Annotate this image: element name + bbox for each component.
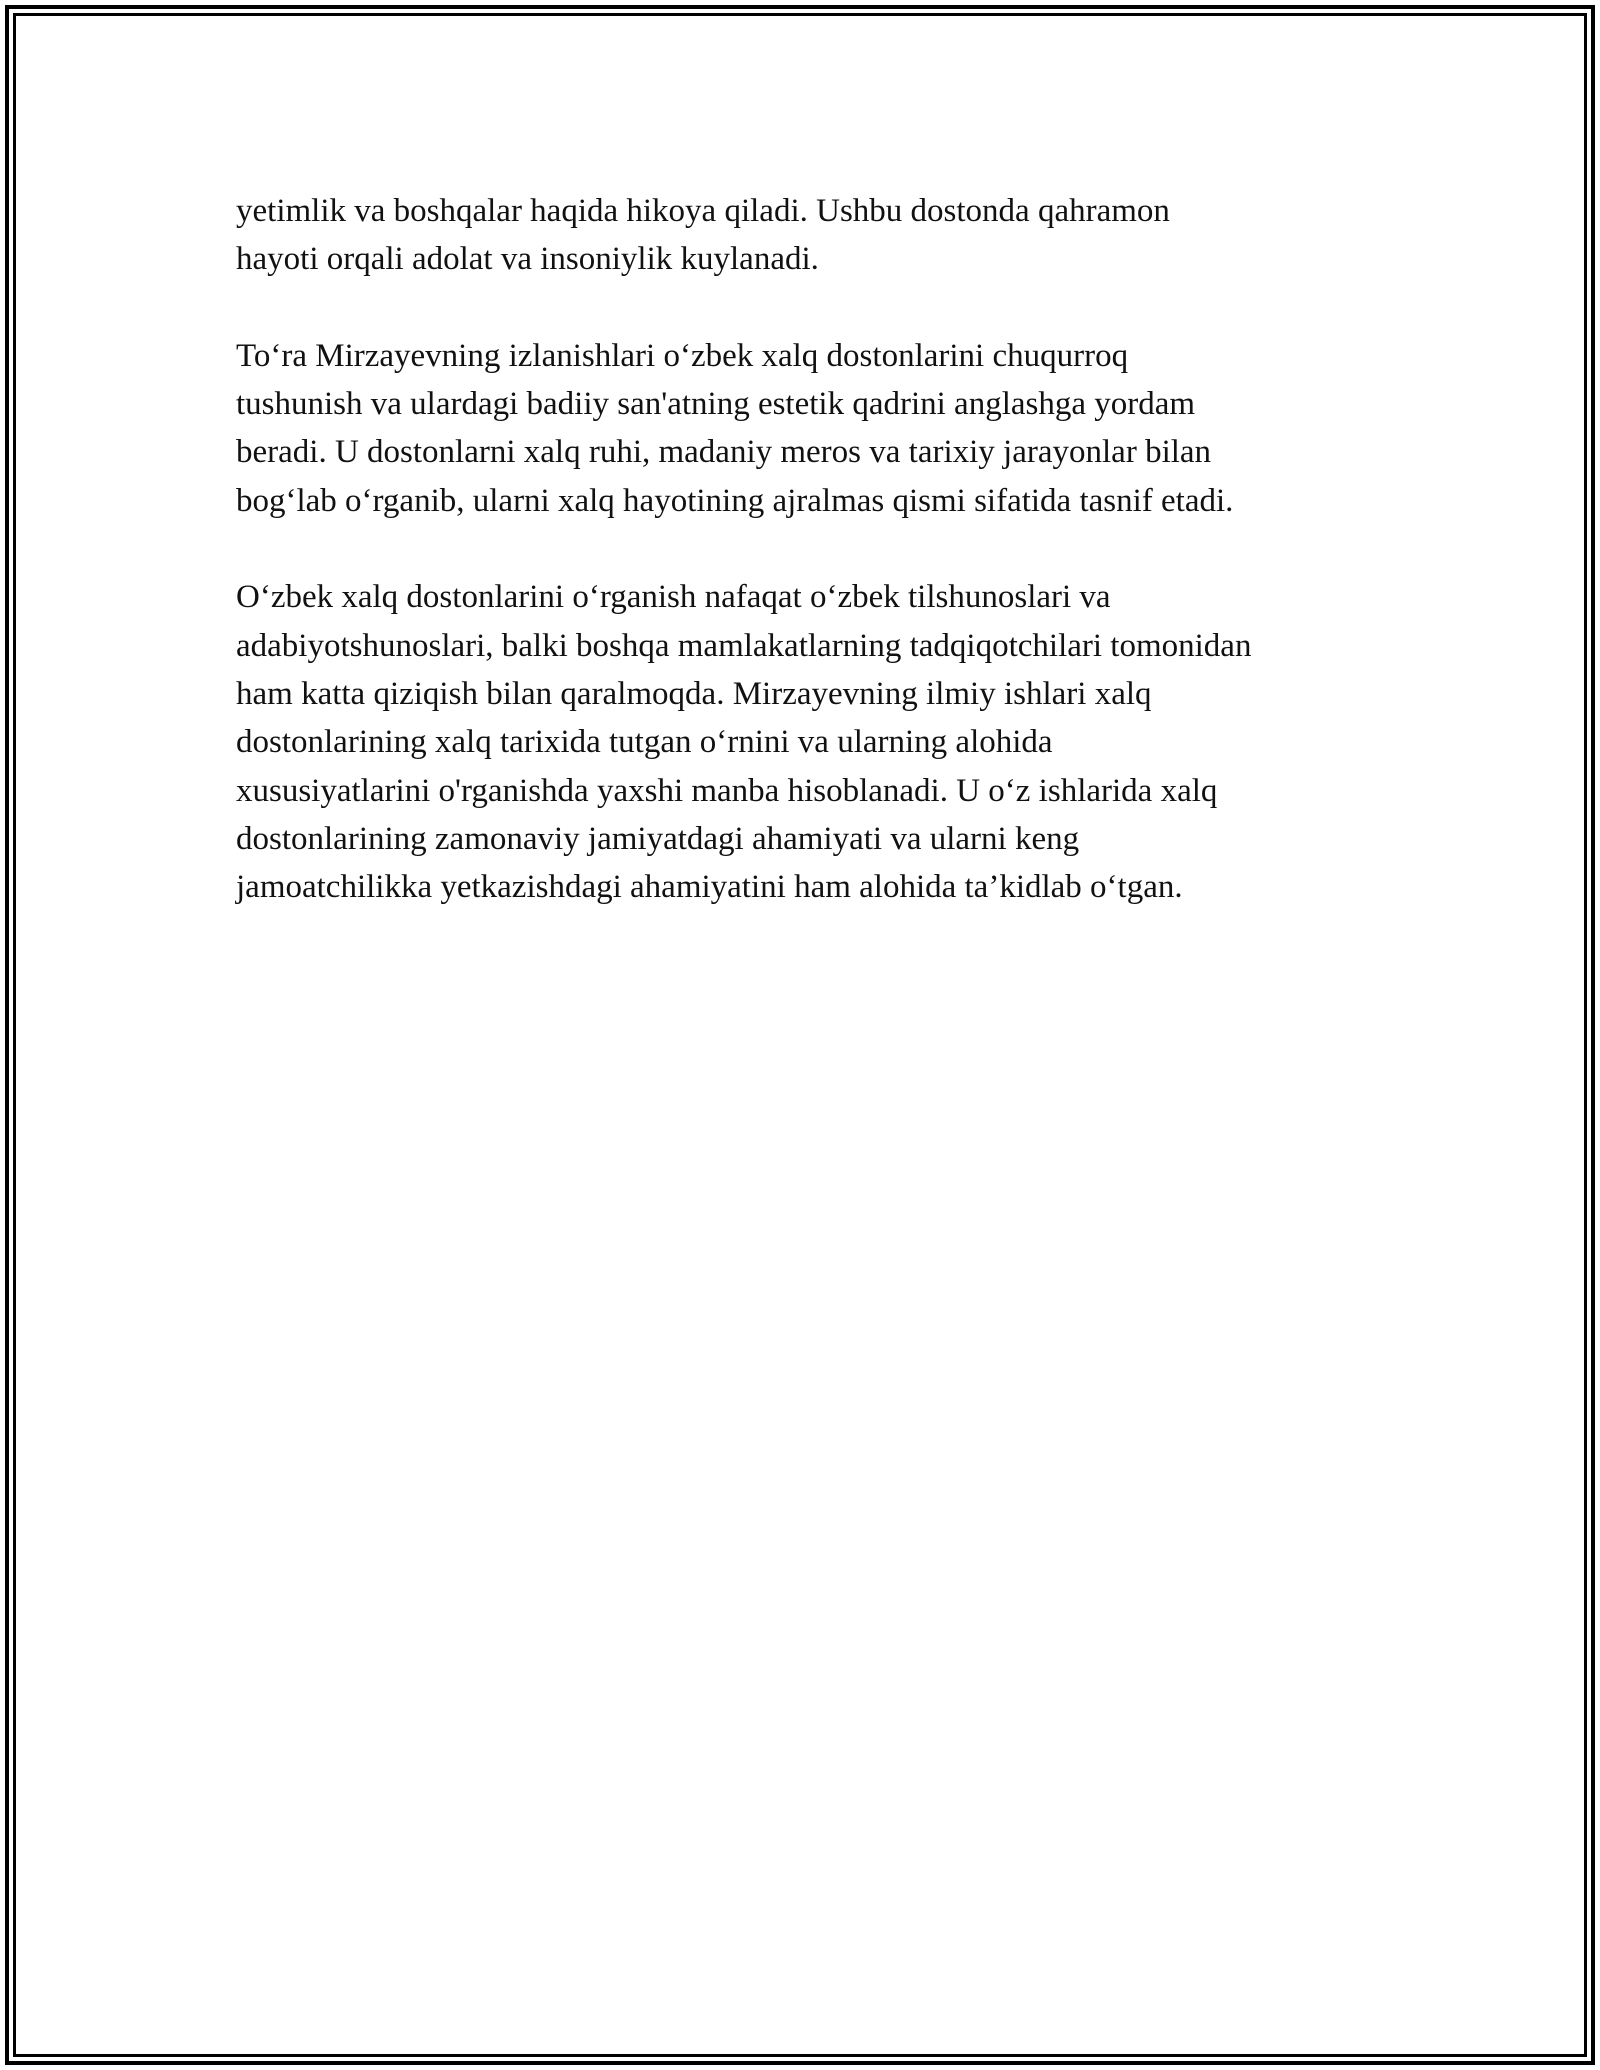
text-line: dostonlarining xalq tarixida tutgan o‘rnini va ularning alohida (236, 724, 1053, 761)
text-line: To‘ra Mirzayevning izlanishlari o‘zbek xalq dostonlarini chuqurroq (236, 337, 1129, 374)
text-line: O‘zbek xalq dostonlarini o‘rganish nafaqat o‘zbek tilshunoslari va (236, 579, 1111, 616)
text-line: bog‘lab o‘rganib, ularni xalq hayotining ajralmas qismi sifatida tasnif etadi. (236, 482, 1234, 519)
text-line: tushunish va ulardagi badiiy san'atning estetik qadrini anglashga yordam (236, 386, 1196, 423)
paragraph-2 (236, 332, 1386, 525)
text-line: hayoti orqali adolat va insoniylik kuylanadi. (236, 241, 819, 278)
text-line: dostonlarining zamonaviy jamiyatdagi ahamiyati va ularni keng (236, 820, 1080, 857)
text-line: adabiyotshunoslari, balki boshqa mamlakatlarning tadqiqotchilari tomonidan (236, 627, 1252, 664)
paragraph-3 (236, 573, 1386, 911)
text-line: yetimlik va boshqalar haqida hikoya qiladi. Ushbu dostonda qahramon (236, 193, 1170, 229)
text-line: ham katta qiziqish bilan qaralmoqda. Mirzayevning ilmiy ishlari xalq (236, 675, 1152, 712)
text-line: beradi. U dostonlarni xalq ruhi, madaniy meros va tarixiy jarayonlar bilan (236, 434, 1212, 471)
document-body (236, 187, 1386, 960)
paragraph-1 (236, 187, 1386, 284)
text-line: xususiyatlarini o'rganishda yaxshi manba hisoblanadi. U o‘z ishlarida xalq (236, 772, 1218, 809)
text-line: jamoatchilikka yetkazishdagi ahamiyatini ham alohida ta’kidlab o‘tgan. (236, 869, 1183, 906)
